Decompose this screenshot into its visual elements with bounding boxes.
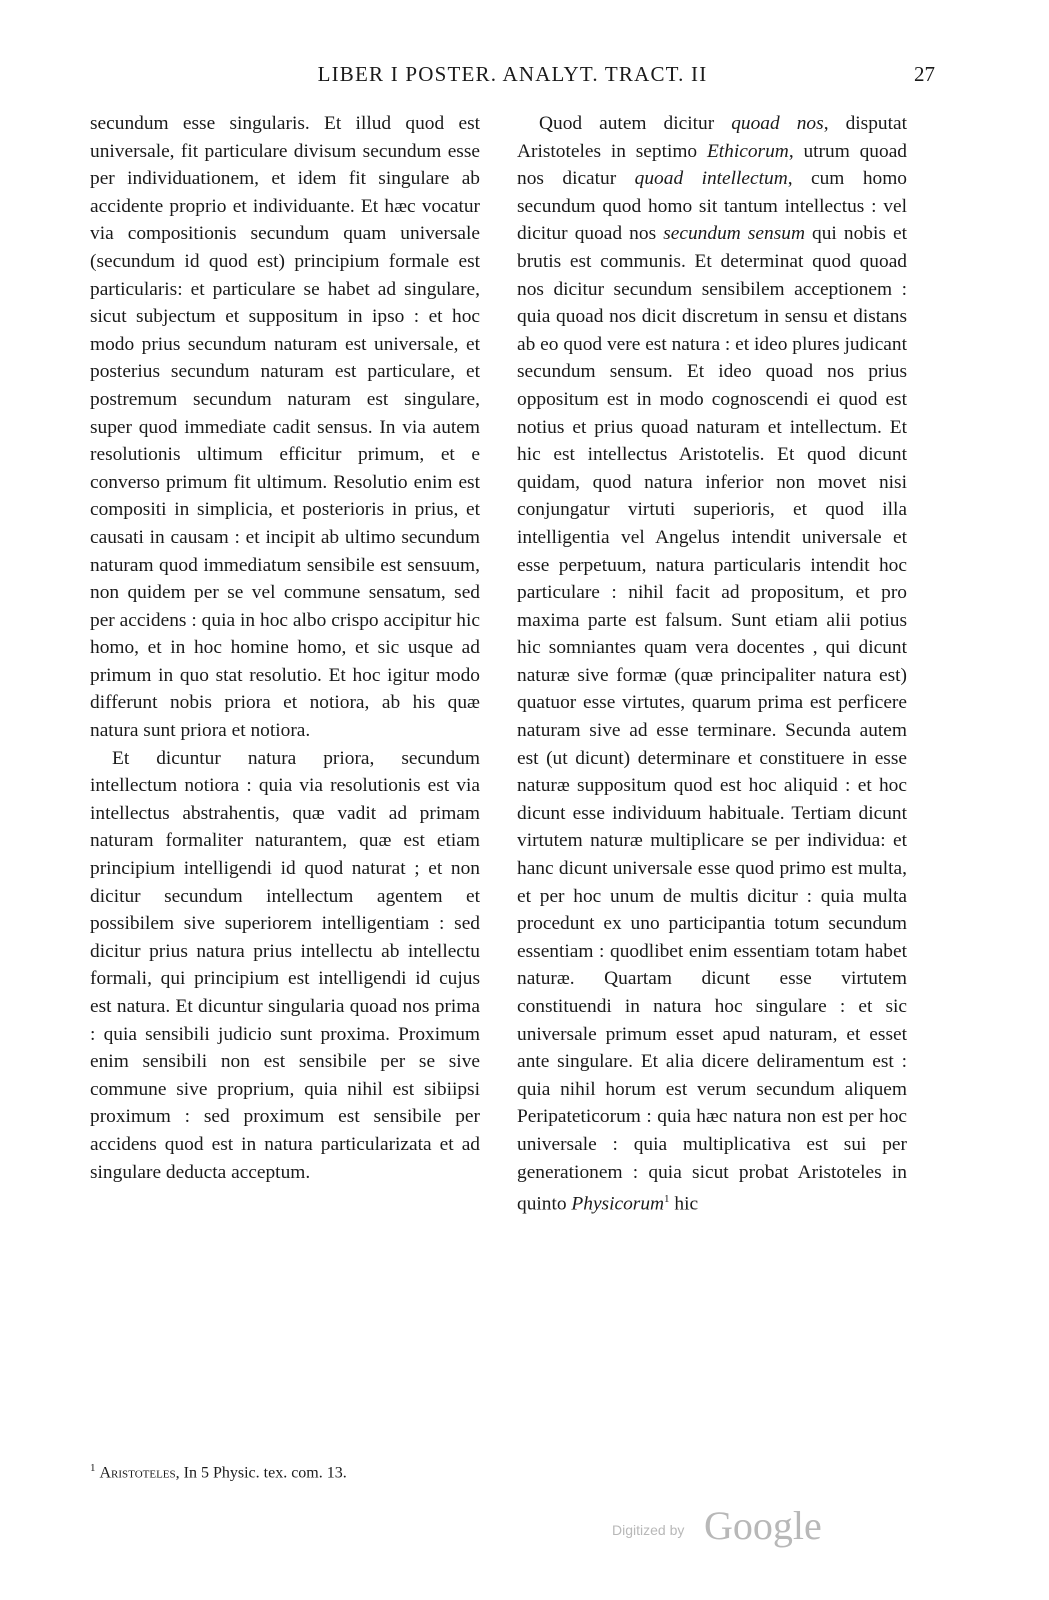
footnote-author: Aristoteles, <box>99 1464 180 1482</box>
right-paragraph <box>517 110 907 1218</box>
page-number: 27 <box>914 62 935 86</box>
digitized-watermark <box>612 1500 832 1550</box>
footnote-text: In 5 Physic. tex. com. 13. <box>179 1464 347 1482</box>
text-run: , disputat Aristoteles in septimo <box>517 113 907 162</box>
footnote <box>90 1462 590 1482</box>
running-header <box>90 62 935 96</box>
italic-title: Ethicorum <box>706 140 789 162</box>
left-paragraph-1: secundum esse singularis. Et illud quod est universale, fit particulare divisum secundum esse per individuationem, et idem fit singulare ab accidente proprio et individuante. Et hæc vocatur via compositionis secundum quam universale (secundum id quod est) principium formale est particularis: et particulare se habet ad singulare, sicut subjectum et suppositum in ipso : et hoc modo prius secundum naturam est universale, et posterius secundum naturam est particulare, et postremum secundum naturam est singulare, super quod immediate cadit sensus. In via autem resolutionis ultimum efficitur primum, et e converso primum fit ultimum. Resolutio enim est compositi in simplicia, et posterioris in prius, et causati in causam : et incipit ab ultimo secundum naturam quod immediatum sensibile est sensuum, non quidem per se vel commune sensatum, sed per accidens : quia in hoc albo crispo accipitur hic homo, et in hoc homine homo, et sic usque ad primum in quo stat resolutio. Et hoc igitur modo differunt nobis priora et notiora, ab his quæ natura sunt priora et notiora. <box>90 113 480 742</box>
text-run: Quod autem dicitur <box>539 113 732 134</box>
right-column <box>517 110 907 1218</box>
text-run: , utrum quoad nos dicatur <box>517 140 907 190</box>
footnote-mark: 1 <box>90 1462 96 1474</box>
left-column <box>90 110 480 1186</box>
text-run: hic <box>669 1193 699 1215</box>
italic-term: secundum sensum <box>663 223 805 245</box>
footnote-reference: 1 <box>664 1193 670 1206</box>
italic-term: quoad intellectum <box>634 168 788 190</box>
watermark-prefix: Digitized by <box>612 1522 685 1538</box>
google-logo: Google <box>704 1503 822 1548</box>
italic-title: Physicorum <box>571 1193 665 1215</box>
text-run: , cum homo secundum quod homo sit tantum intellectus : vel dicitur quoad nos <box>517 168 907 245</box>
left-paragraph-2: Et dicuntur natura priora, secundum intellectum notiora : quia via resolutionis est via intellectus abstrahentis, quæ vadit ad primam naturam formaliter naturantem, quæ est etiam principium intelligendi id quod naturat ; et non dicitur secundum intellectum agentem et possibilem sive superiorem intelligentiam : sed dicitur prius natura prius intellectu ab intellectu formali, qui principium est intelligendi id cujus est natura. Et dicuntur singularia quoad nos prima : quia sensibili judicio sunt proxima. Proximum enim sensibili non est sensibile per se sive commune sive proprium, quia nihil est sibiipsi proximum : sed proximum est sensibile per accidens quod est in natura particularizata et ad singulare deducta acceptum. <box>90 747 480 1183</box>
italic-term: quoad nos <box>731 113 824 134</box>
running-title: LIBER I POSTER. ANALYT. TRACT. II <box>317 62 708 86</box>
text-run: qui nobis et brutis est communis. Et determinat quod quoad nos dicitur secundum sensibilem acceptionem : quia quoad nos dicit discretum in sensu et distans ab eo quod vere est natura : et ideo plures judicant secundum sensum. Et ideo quoad nos prius oppositum est in modo cognoscendi ei quod est notius et prius quoad naturam et intellectum. Et hic est intellectus Aristotelis. Et quod dicunt quidam, quod natura inferior non movet nisi conjungatur virtuti superioris, et quod illa intelligentia vel Angelus intendit universale et esse perpetuum, natura particularis intendit hoc particulare : nihil facit ad propositum, et pro maxima parte est falsum. Sunt etiam alii potius hic somniantes quam vera docentes , qui dicunt naturæ sive formæ (quæ principaliter natura est) quatuor esse virtutes, quarum prima est perficere naturam sive ad esse terminare. Secunda autem est (ut dicunt) determinare et constituere in esse naturæ suppositum quod est hoc aliquid : et hoc dicunt esse individuum habituale. Tertiam dicunt virtutem naturæ multiplicare se per individua: et hanc dicunt universale esse quod primo est multa, et per hoc unum de multis dicitur : quia multa procedunt ex uno participantia totum secundum essentiam : quodlibet enim essentiam totam habet naturæ. Quartam dicunt esse virtutem constituendi in natura hoc singulare : et sic universale primum esset apud naturam, et esset ante singulare. Et alia dicere deliramentum est : quia nihil horum est verum secundum aliquem Peripateticorum : quia hæc natura non est per hoc universale : quia multiplicativa est sui per generationem : quia sicut probat Aristoteles in quinto <box>517 223 908 1215</box>
